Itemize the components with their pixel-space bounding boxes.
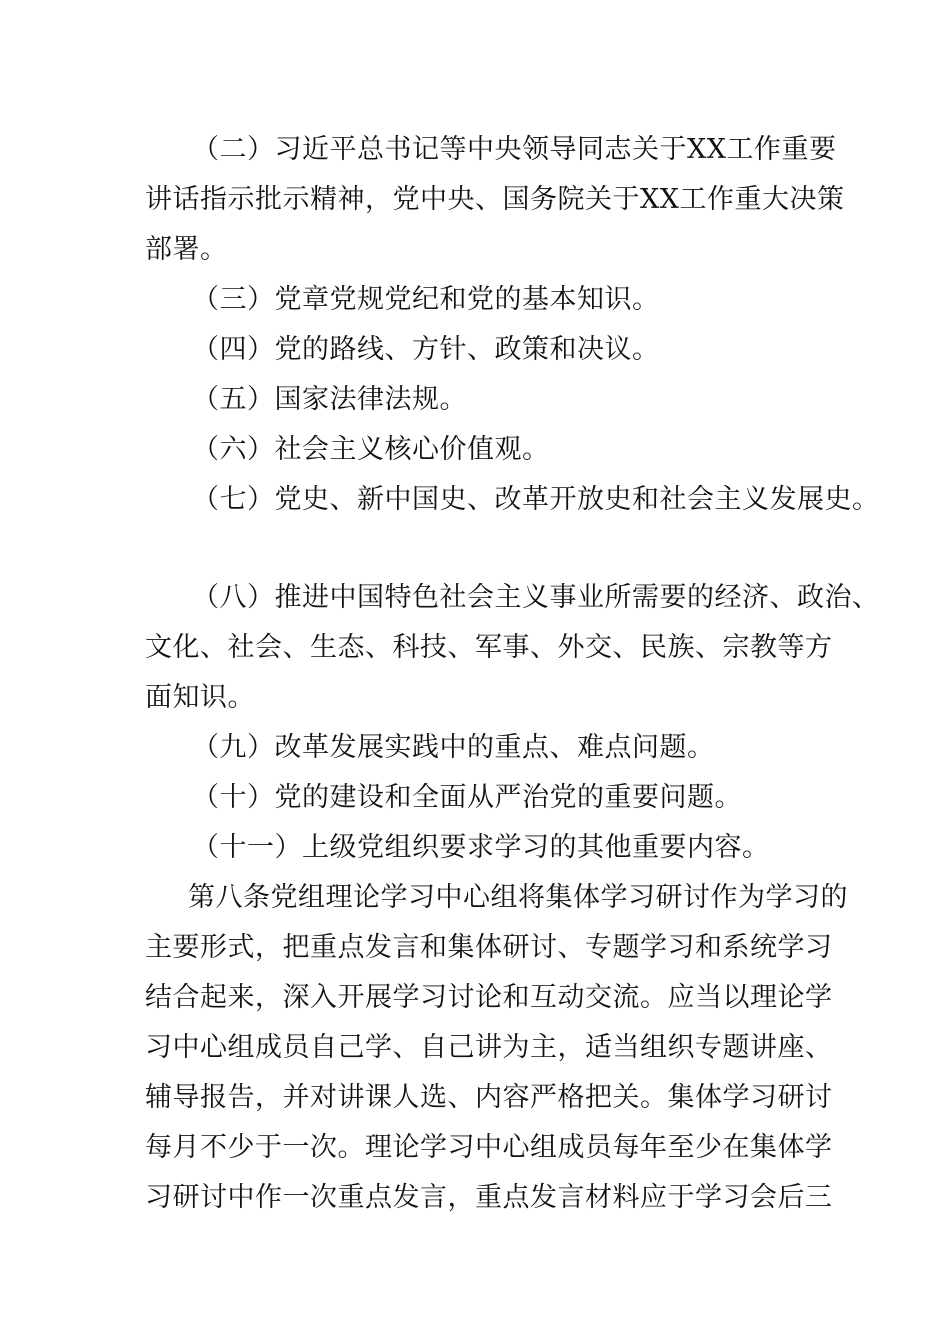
article-8-line-4: 习中心组成员自己学、自己讲为主，适当组织专题讲座、 bbox=[145, 1032, 833, 1063]
item-7-line: （七）党史、新中国史、改革开放史和社会主义发展史。 bbox=[192, 484, 880, 515]
article-8-line-7: 习研讨中作一次重点发言，重点发言材料应于学习会后三 bbox=[145, 1182, 833, 1213]
item-8-line-3: 面知识。 bbox=[145, 682, 255, 713]
article-8-line-6: 每月不少于一次。理论学习中心组成员每年至少在集体学 bbox=[145, 1132, 833, 1163]
article-8-line-1: 第八条党组理论学习中心组将集体学习研讨作为学习的 bbox=[188, 882, 848, 913]
item-3-line: （三）党章党规党纪和党的基本知识。 bbox=[192, 284, 660, 315]
item-6-line: （六）社会主义核心价值观。 bbox=[192, 434, 550, 465]
item-2-line-2: 讲话指示批示精神，党中央、国务院关于XX工作重大决策 bbox=[145, 184, 845, 215]
item-5-line: （五）国家法律法规。 bbox=[192, 384, 467, 415]
item-11-line: （十一）上级党组织要求学习的其他重要内容。 bbox=[192, 832, 770, 863]
article-8-line-2: 主要形式，把重点发言和集体研讨、专题学习和系统学习 bbox=[145, 932, 833, 963]
item-2-line-1: （二）习近平总书记等中央领导同志关于XX工作重要 bbox=[192, 134, 837, 165]
item-4-line: （四）党的路线、方针、政策和决议。 bbox=[192, 334, 660, 365]
item-10-line: （十）党的建设和全面从严治党的重要问题。 bbox=[192, 782, 742, 813]
article-8-line-3: 结合起来，深入开展学习讨论和互动交流。应当以理论学 bbox=[145, 982, 833, 1013]
item-8-line-1: （八）推进中国特色社会主义事业所需要的经济、政治、 bbox=[192, 582, 880, 613]
article-8-line-5: 辅导报告，并对讲课人选、内容严格把关。集体学习研讨 bbox=[145, 1082, 833, 1113]
item-8-line-2: 文化、社会、生态、科技、军事、外交、民族、宗教等方 bbox=[145, 632, 833, 663]
item-9-line: （九）改革发展实践中的重点、难点问题。 bbox=[192, 732, 715, 763]
item-2-line-3: 部署。 bbox=[145, 234, 228, 265]
